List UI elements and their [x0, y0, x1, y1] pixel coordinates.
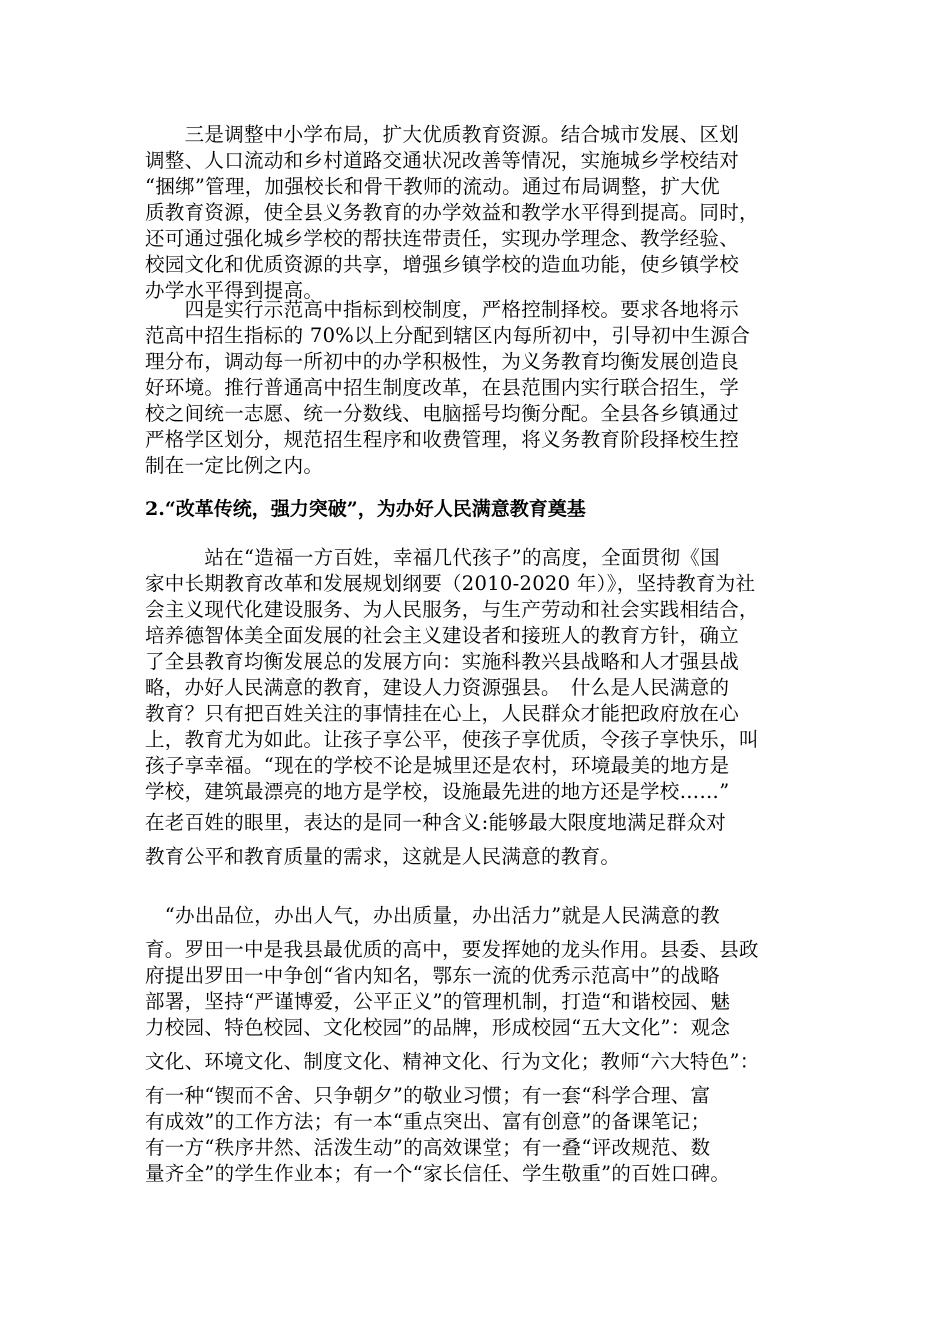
paragraph-3-line-4: 培养德智体美全面发展的社会主义建设者和接班人的教育方针，确立	[145, 624, 740, 647]
paragraph-3-line-3: 会主义现代化建设服务、为人民服务，与生产劳动和社会实践相结合，	[145, 598, 759, 621]
paragraph-2-line-3: 理分布，调动每一所初中的办学积极性，为义务教育均衡发展创造良	[145, 350, 740, 373]
paragraph-4-line-10: 量齐全”的学生作业本；有一个“家长信任、学生敬重”的百姓口碑。	[145, 1162, 731, 1185]
paragraph-3-line-11: 在老百姓的眼里，表达的是同一种含义:能够最大限度地满足群众对	[145, 811, 727, 834]
paragraph-3-line-2: 家中长期教育改革和发展规划纲要（2010-2020 年）》，坚持教育为社	[145, 572, 756, 595]
paragraph-4-line-6: 文化、环境文化、制度文化、精神文化、行为文化；教师“六大特色”：	[145, 1050, 760, 1073]
paragraph-2-line-4: 好环境。推行普通高中招生制度改革，在县范围内实行联合招生，学	[145, 376, 740, 399]
paragraph-4-line-4: 部署，坚持“严谨博爱，公平正义”的管理机制，打造“和谐校园、魅	[145, 990, 731, 1013]
paragraph-4-line-5: 力校园、特色校园、文化校园”的品牌，形成校园“五大文化”：观念	[145, 1016, 731, 1039]
paragraph-2-line-5: 校之间统一志愿、统一分数线、电脑摇号均衡分配。全县各乡镇通过	[145, 402, 740, 425]
paragraph-1-line-6: 校园文化和优质资源的共享，增强乡镇学校的造血功能，使乡镇学校	[145, 253, 740, 276]
paragraph-1-line-4: 质教育资源，使全县义务教育的办学效益和教学水平得到提高。同时，	[145, 201, 759, 224]
paragraph-4-line-9: 有一方“秩序井然、活泼生动”的高效课堂；有一叠“评改规范、数	[145, 1136, 711, 1159]
paragraph-3-line-9: 孩子享幸福。“现在的学校不论是城里还是农村，环境最美的地方是	[145, 754, 730, 777]
paragraph-3-line-6: 略，办好人民满意的教育，建设人力资源强县。 什么是人民满意的	[145, 676, 730, 699]
paragraph-4-line-3: 府提出罗田一中争创“省内知名，鄂东一流的优秀示范高中”的战略	[145, 964, 720, 987]
paragraph-1-line-1: 三是调整中小学布局，扩大优质教育资源。结合城市发展、区划	[145, 123, 740, 146]
paragraph-3-line-5: 了全县教育均衡发展总的发展方向：实施科教兴县战略和人才强县战	[145, 650, 740, 673]
paragraph-3-line-1: 站在“造福一方百姓，幸福几代孩子”的高度，全面贯彻《国	[145, 546, 720, 569]
paragraph-3-line-10: 学校，建筑最漂亮的地方是学校，设施最先进的地方还是学校……”	[145, 780, 730, 803]
paragraph-1-line-3: “捆绑”管理，加强校长和骨干教师的流动。通过布局调整，扩大优	[145, 175, 720, 198]
paragraph-1-line-5: 还可通过强化城乡学校的帮扶连带责任，实现办学理念、教学经验、	[145, 227, 740, 250]
paragraph-1-line-2: 调整、人口流动和乡村道路交通状况改善等情况，实施城乡学校结对	[145, 149, 740, 172]
paragraph-4-line-8: 有成效”的工作方法；有一本“重点突出、富有创意”的备课笔记；	[145, 1110, 711, 1133]
paragraph-2-line-7: 制在一定比例之内。	[145, 454, 324, 477]
paragraph-3-line-8: 上，教育尤为如此。让孩子享公平，使孩子享优质，令孩子享快乐，叫	[145, 728, 759, 751]
paragraph-4-line-1: “办出品位，办出人气，办出质量，办出活力”就是人民满意的教	[145, 904, 720, 927]
paragraph-3-line-7: 教育？只有把百姓关注的事情挂在心上，人民群众才能把政府放在心	[145, 702, 740, 725]
paragraph-3-line-12: 教育公平和教育质量的需求，这就是人民满意的教育。	[145, 845, 621, 868]
paragraph-2-line-2: 范高中招生指标的 70%以上分配到辖区内每所初中，引导初中生源合	[145, 324, 751, 347]
paragraph-2-line-6: 严格学区划分，规范招生程序和收费管理，将义务教育阶段择校生控	[145, 428, 740, 451]
paragraph-4-line-7: 有一种“锲而不舍、只争朝夕”的敬业习惯；有一套“科学合理、富	[145, 1084, 711, 1107]
paragraph-1-line-7: 办学水平得到提高。	[145, 279, 324, 302]
paragraph-2-line-1: 四是实行示范高中指标到校制度，严格控制择校。要求各地将示	[145, 298, 740, 321]
paragraph-4-line-2: 育。罗田一中是我县最优质的高中，要发挥她的龙头作用。县委、县政	[145, 938, 759, 961]
section-heading: 2.“改革传统，强力突破”，为办好人民满意教育奠基	[145, 498, 586, 520]
